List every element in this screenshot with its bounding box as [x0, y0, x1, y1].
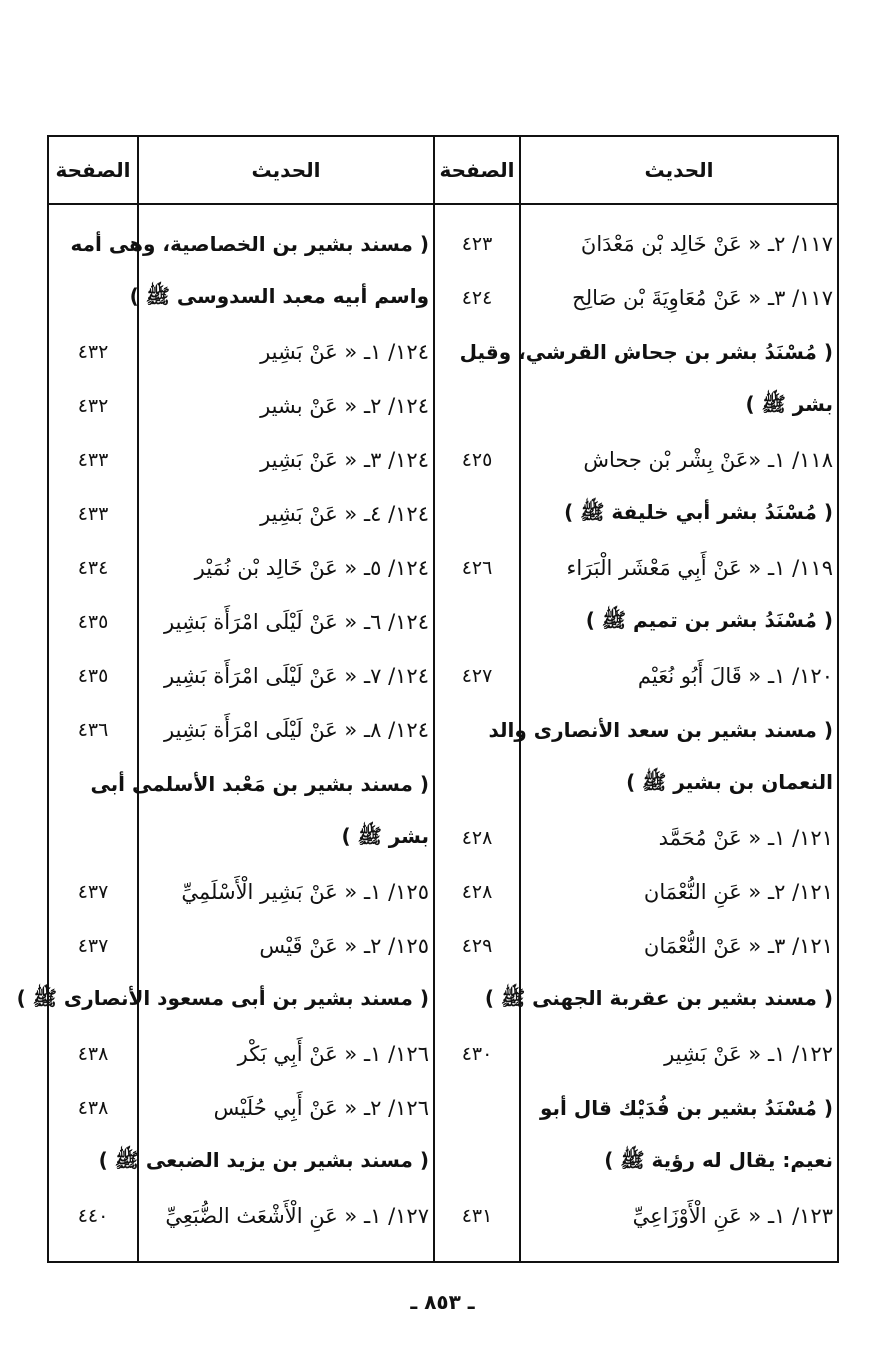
hadith-entry: ١٢٤/ ٦ـ « عَنْ لَيْلَى امْرَأَة بَشِير	[164, 610, 429, 634]
section-heading: ( مسند بشير بن عقربة الجهنى ﷺ )	[484, 985, 833, 1010]
page-number-cell: ٤٣٧	[77, 935, 109, 957]
hadith-entry: ١٢٦/ ٢ـ « عَنْ أَبِي حُلَيْس	[213, 1096, 429, 1120]
page-number-cell: ٤٢٧	[461, 665, 493, 687]
header-divider	[49, 203, 837, 205]
hadith-entry: ١٢٤/ ٥ـ « عَنْ خَالِد بْن نُمَيْر	[194, 556, 429, 580]
page-number-cell: ٤٣٢	[77, 341, 109, 363]
page-number-cell: ٤٣٨	[77, 1043, 109, 1065]
header-left-hadith: الحديث	[251, 158, 321, 182]
section-heading: ( مُسْنَدُ بشر بن جحاش القرشي، وقيل	[459, 340, 833, 364]
page-number: ـ ٨٥٣ ـ	[410, 1290, 475, 1314]
page-number-cell: ٤٣٠	[461, 1043, 493, 1065]
section-heading: بشر ﷺ )	[341, 823, 429, 848]
section-heading: ( مسند بشير بن سعد الأنصارى والد	[488, 718, 833, 742]
page-number-cell: ٤٣٣	[77, 503, 109, 525]
hadith-entry: ١٢٤/ ٢ـ « عَنْ بشير	[260, 394, 429, 418]
section-heading: نعيم: يقال له رؤية ﷺ )	[604, 1147, 833, 1172]
hadith-entry: ١٢٥/ ١ـ « عَنْ بَشِير الْأَسْلَمِيِّ	[181, 880, 429, 904]
header-right-hadith: الحديث	[644, 158, 714, 182]
page-number-cell: ٤٣٨	[77, 1097, 109, 1119]
hadith-entry: ١٢١/ ٢ـ « عَنِ النُّعْمَان	[643, 880, 833, 904]
hadith-entry: ١٢٤/ ١ـ « عَنْ بَشِير	[260, 340, 429, 364]
hadith-entry: ١٢٢/ ١ـ « عَنْ بَشِير	[664, 1042, 833, 1066]
page-number-cell: ٤٣١	[461, 1205, 493, 1227]
hadith-entry: ١١٧/ ٣ـ « عَنْ مُعَاوِيَةَ بْن صَالِح	[572, 286, 833, 310]
page-number-cell: ٤٢٨	[461, 827, 493, 849]
section-heading: ( مُسْنَدُ بشير بن فُدَيْك قال أبو	[540, 1096, 833, 1120]
section-heading: ( مُسْنَدُ بشر بن تميم ﷺ )	[585, 607, 833, 632]
page-number-cell: ٤٢٨	[461, 881, 493, 903]
hadith-entry: ١٢٤/ ٧ـ « عَنْ لَيْلَى امْرَأَة بَشِير	[164, 664, 429, 688]
hadith-entry: ١٢٤/ ٨ـ « عَنْ لَيْلَى امْرَأَة بَشِير	[164, 718, 429, 742]
page-number-cell: ٤٣٧	[77, 881, 109, 903]
header-left-page: الصفحة	[55, 158, 131, 182]
hadith-entry: ١٢٠/ ١ـ « قَالَ أَبُو نُعَيْم	[637, 664, 833, 688]
hadith-entry: ١٢٥/ ٢ـ « عَنْ قَيْس	[259, 934, 429, 958]
hadith-entry: ١٢١/ ١ـ « عَنْ مُحَمَّد	[658, 826, 833, 850]
section-heading: ( مُسْنَدُ بشر أبي خليفة ﷺ )	[564, 499, 833, 524]
hadith-entry: ١٢٣/ ١ـ « عَنِ الْأَوْزَاعِيِّ	[632, 1204, 833, 1228]
page-number-cell: ٤٣٣	[77, 449, 109, 471]
page-number-cell: ٤٣٥	[77, 611, 109, 633]
page-number-cell: ٤٣٦	[77, 719, 109, 741]
page-number-cell: ٤٢٥	[461, 449, 493, 471]
hadith-entry: ١١٧/ ٢ـ « عَنْ خَالِد بْن مَعْدَانَ	[580, 232, 833, 256]
section-heading: بشر ﷺ )	[745, 391, 833, 416]
page-number-cell: ٤٣٤	[77, 557, 109, 579]
hadith-entry: ١٢٦/ ١ـ « عَنْ أَبِي بَكْر	[237, 1042, 429, 1066]
hadith-entry: ١٢٧/ ١ـ « عَنِ الْأَشْعَث الضُّبَعِيِّ	[165, 1204, 429, 1228]
section-heading: ( مسند بشير بن يزيد الضبعى ﷺ )	[98, 1147, 429, 1172]
page-number-cell: ٤٤٠	[77, 1205, 109, 1227]
section-heading: ( مسند بشير بن الخصاصية، وهى أمه	[70, 232, 429, 256]
section-heading: النعمان بن بشير ﷺ )	[626, 769, 833, 794]
page-number-cell: ٤٣٢	[77, 395, 109, 417]
hadith-entry: ١٢١/ ٣ـ « عَنْ النُّعْمَان	[643, 934, 833, 958]
section-heading: ( مسند بشير بن أبى مسعود الأنصارى ﷺ )	[16, 985, 429, 1010]
page-number-cell: ٤٢٩	[461, 935, 493, 957]
hadith-entry: ١٢٤/ ٤ـ « عَنْ بَشِير	[260, 502, 429, 526]
header-right-page: الصفحة	[439, 158, 515, 182]
section-heading: ( مسند بشير بن مَعْبد الأسلمى أبى	[90, 772, 429, 796]
page-number-cell: ٤٢٦	[461, 557, 493, 579]
page-number-cell: ٤٣٥	[77, 665, 109, 687]
page-number-cell: ٤٢٤	[461, 287, 493, 309]
page-number-cell: ٤٢٣	[461, 233, 493, 255]
hadith-entry: ١١٩/ ١ـ « عَنْ أَبِي مَعْشَر الْبَرَاء	[566, 556, 833, 580]
hadith-entry: ١٢٤/ ٣ـ « عَنْ بَشِير	[260, 448, 429, 472]
index-table	[16, 135, 839, 1263]
section-heading: واسم أبيه معبد السدوسى ﷺ )	[129, 283, 429, 308]
hadith-entry: ١١٨/ ١ـ «عَنْ بِشْر بْن جحاش	[583, 448, 833, 472]
